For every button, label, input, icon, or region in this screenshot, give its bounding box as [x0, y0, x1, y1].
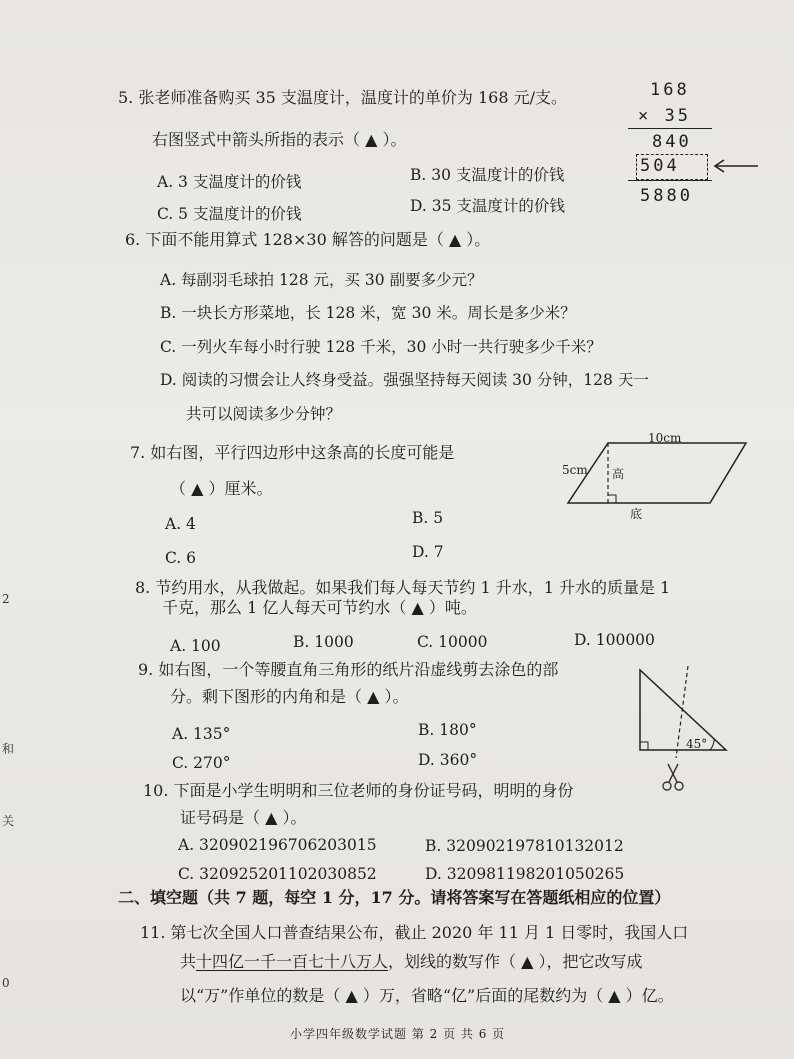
q9-option-a: A. 135°: [172, 725, 231, 743]
calc-row-x35: × 35: [638, 106, 691, 126]
fig7-base-label: 底: [630, 507, 643, 521]
q9-option-c: C. 270°: [172, 754, 231, 772]
calc-rule-2: [628, 180, 712, 181]
calc-row-5880: 5880: [640, 186, 693, 206]
right-triangle-figure: [630, 662, 740, 762]
q10-option-b: B. 320902197810132012: [425, 837, 624, 855]
q5-option-a: A. 3 支温度计的价钱: [157, 173, 302, 191]
arrow-left-icon: [712, 158, 762, 174]
q11-line2-suffix: ，划线的数写作（ ▲ ），把它改写成: [388, 952, 643, 971]
q7-option-a: A. 4: [165, 515, 196, 533]
q5-option-b: B. 30 支温度计的价钱: [410, 166, 565, 184]
q6-stem: 6. 下面不能用算式 128×30 解答的问题是（ ▲ ）。: [125, 230, 491, 249]
q8-option-d: D. 100000: [574, 631, 655, 649]
q8-option-a: A. 100: [170, 637, 221, 655]
fig9-angle-label: 45°: [686, 737, 708, 751]
section-2-heading: 二、填空题（共 7 题，每空 1 分，17 分。请将答案写在答题纸相应的位置）: [118, 888, 671, 907]
page-footer: 小学四年级数学试题 第 2 页 共 6 页: [290, 1027, 506, 1041]
q6-option-d-line2: 共可以阅读多少分钟？: [186, 405, 342, 423]
q5-option-c: C. 5 支温度计的价钱: [157, 205, 302, 223]
q7-option-b: B. 5: [412, 509, 444, 527]
q9-stem-line2: 分。剩下图形的内角和是（ ▲ ）。: [170, 687, 409, 706]
q11-underlined-number: 十四亿一千一百七十八万人: [196, 952, 389, 971]
fig7-top-label: 10cm: [648, 431, 682, 445]
calc-row-168: 168: [650, 80, 690, 100]
q10-option-d: D. 320981198201050265: [425, 865, 625, 883]
q6-option-b: B. 一块长方形菜地，长 128 米，宽 30 米。周长是多少米？: [160, 304, 576, 322]
scissors-icon: [660, 762, 686, 792]
q6-option-c: C. 一列火车每小时行驶 128 千米，30 小时一共行驶多少千米？: [160, 338, 602, 356]
q11-line1: 11. 第七次全国人口普查结果公布，截止 2020 年 11 月 1 日零时，我国人口: [140, 923, 689, 942]
q7-option-c: C. 6: [165, 549, 197, 567]
margin-mark: 2: [2, 592, 10, 606]
q5-option-d: D. 35 支温度计的价钱: [410, 197, 565, 215]
q10-stem-line2: 证号码是（ ▲ ）。: [180, 808, 307, 827]
q10-option-c: C. 320925201102030852: [178, 865, 377, 883]
q8-option-c: C. 10000: [417, 633, 488, 651]
margin-mark: 和: [2, 742, 15, 756]
q11-line3: 以“万”作单位的数是（ ▲ ）万，省略“亿”后面的尾数约为（ ▲ ）亿。: [180, 986, 674, 1005]
q10-stem-line1: 10. 下面是小学生明明和三位老师的身份证号码，明明的身份: [143, 781, 574, 800]
q5-line2: 右图竖式中箭头所指的表示（ ▲ ）。: [152, 130, 407, 149]
calc-row-840: 840: [652, 132, 692, 152]
q5-line1: 5. 张老师准备购买 35 支温度计，温度计的单价为 168 元/支。: [118, 88, 567, 107]
q7-stem-line1: 7. 如右图，平行四边形中这条高的长度可能是: [130, 443, 455, 462]
q8-stem-line1: 8. 节约用水，从我做起。如果我们每人每天节约 1 升水，1 升水的质量是 1: [135, 578, 671, 597]
q6-option-a: A. 每副羽毛球拍 128 元，买 30 副要多少元？: [160, 271, 483, 289]
q11-line2-prefix: 共: [180, 952, 197, 971]
q11-line2: [180, 952, 643, 972]
q9-stem-line1: 9. 如右图，一个等腰直角三角形的纸片沿虚线剪去涂色的部: [138, 660, 559, 679]
q10-option-a: A. 320902196706203015: [178, 836, 377, 854]
q7-option-d: D. 7: [412, 543, 444, 561]
fig7-height-label: 高: [612, 467, 625, 481]
q9-option-d: D. 360°: [418, 751, 478, 769]
q9-option-b: B. 180°: [418, 721, 477, 739]
fig7-side-label: 5cm: [562, 463, 588, 477]
q8-option-b: B. 1000: [293, 633, 354, 651]
q6-option-d-line1: D. 阅读的习惯会让人终身受益。强强坚持每天阅读 30 分钟，128 天一: [160, 371, 649, 389]
margin-mark: 关: [2, 814, 15, 828]
calc-rule-1: [628, 128, 712, 129]
q8-stem-line2: 千克，那么 1 亿人每天可节约水（ ▲ ）吨。: [162, 598, 477, 617]
margin-mark: 0: [2, 976, 10, 990]
calc-row-504: 504: [640, 156, 680, 176]
q7-stem-line2: （ ▲ ）厘米。: [170, 479, 273, 498]
